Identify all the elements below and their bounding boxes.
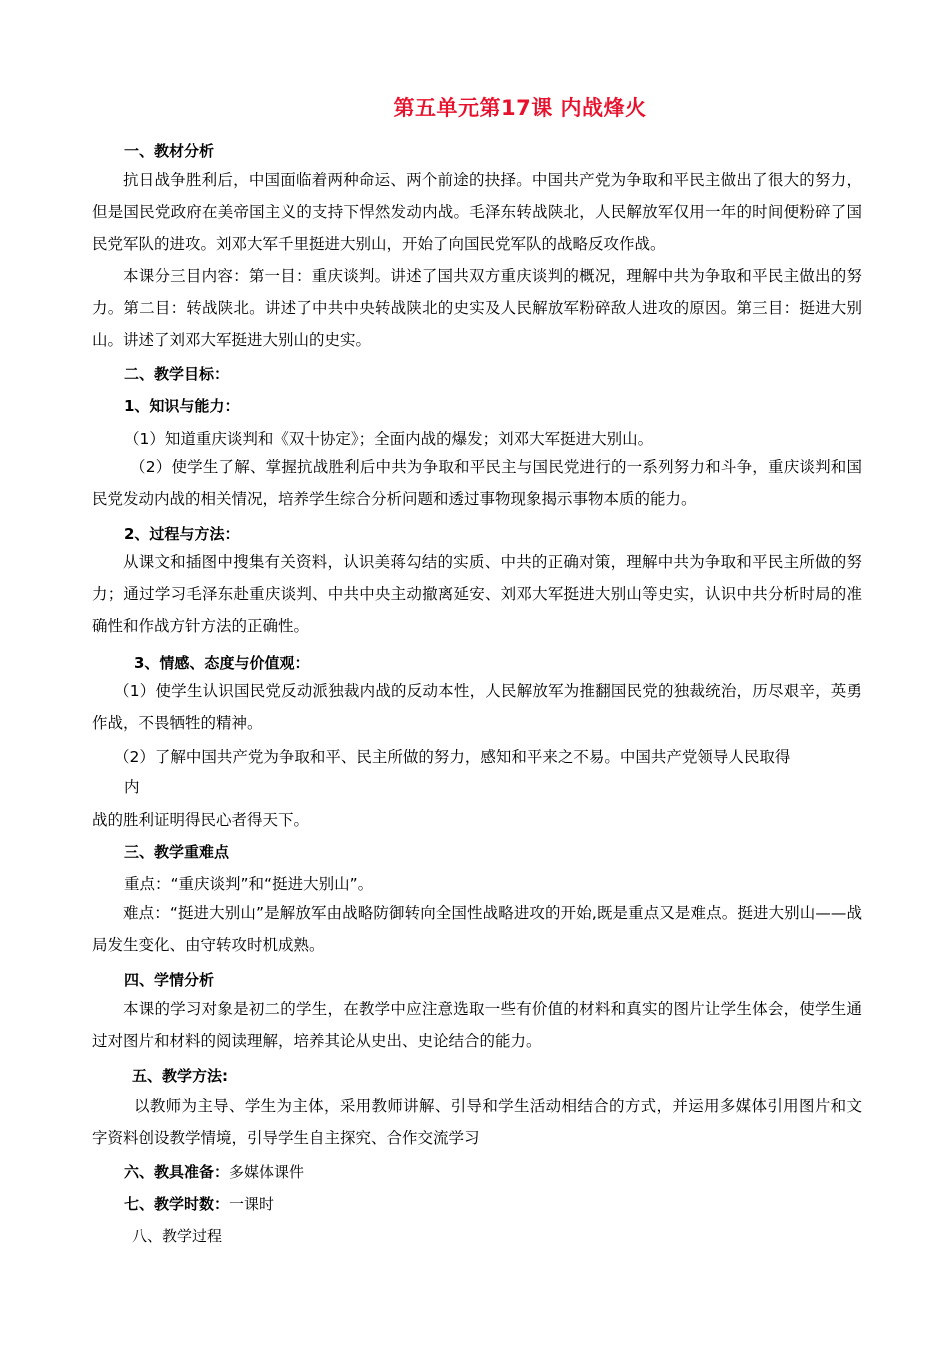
teaching-method-paragraph: 以教师为主导、学生为主体，采用教师讲解、引导和学生活动相结合的方式，并运用多媒体引用图片和文字资料创设教学情境，引导学生自主探究、合作交流学习 [92,1097,862,1147]
section-heading-teaching-process: 八、教学过程 [132,1227,223,1245]
subheading-emotion-values: 3、情感、态度与价值观： [134,654,310,672]
teaching-aids-value: 多媒体课件 [229,1163,305,1181]
teaching-aids-label: 六、教具准备： [124,1163,230,1181]
knowledge-item-1: （1）知道重庆谈判和《双十协定》；全面内战的爆发；刘邓大军挺进大别山。 [124,430,654,448]
emotion-item-2-line-1: （2）了解中国共产党为争取和平、民主所做的努力，感知和平来之不易。中国共产党领导人民取得 [114,748,791,766]
textbook-analysis-paragraph-1: 抗日战争胜利后，中国面临着两种命运、两个前途的抉择。中国共产党为争取和平民主做出了很大的努力，但是国民党政府在美帝国主义的支持下悍然发动内战。毛泽东转战陕北，人民解放军仅用一年的时间便粉碎了国民党军队的进攻。刘邓大军千里挺进大别山，开始了向国民党军队的战略反攻作战。 [92,171,862,253]
subheading-process-method: 2、过程与方法： [124,525,240,543]
knowledge-item-2: （2）使学生了解、掌握抗战胜利后中共为争取和平民主与国民党进行的一系列努力和斗争，重庆谈判和国民党发动内战的相关情况，培养学生综合分析问题和透过事物现象揭示事物本质的能力。 [92,458,862,508]
class-hours-label: 七、教学时数： [124,1195,230,1213]
key-point: 重点：“重庆谈判”和“挺进大别山”。 [124,875,374,893]
section-heading-teaching-goals: 二、教学目标： [124,365,230,383]
class-hours-value: 一课时 [229,1195,275,1213]
section-heading-key-points: 三、教学重难点 [124,843,230,861]
section-heading-class-hours [124,1193,274,1214]
textbook-analysis-paragraph-2: 本课分三目内容：第一目：重庆谈判。讲述了国共双方重庆谈判的概况，理解中共为争取和平民主做出的努力。第二目：转战陕北。讲述了中共中央转战陕北的史实及人民解放军粉碎敌人进攻的原因。第三目：挺进大别山。讲述了刘邓大军挺进大别山的史实。 [92,267,862,349]
lesson-title: 第五单元第17课 内战烽火 [393,96,647,120]
section-heading-textbook-analysis: 一、教材分析 [124,142,215,160]
emotion-item-1: （1）使学生认识国民党反动派独裁内战的反动本性，人民解放军为推翻国民党的独裁统治，历尽艰辛，英勇作战，不畏牺牲的精神。 [92,682,862,732]
emotion-item-2-line-2: 内 [124,778,140,796]
student-analysis-paragraph: 本课的学习对象是初二的学生，在教学中应注意选取一些有价值的材料和真实的图片让学生体会，使学生通过对图片和材料的阅读理解，培养其论从史出、史论结合的能力。 [92,1000,862,1050]
process-method-paragraph: 从课文和插图中搜集有关资料，认识美蒋勾结的实质、中共的正确对策，理解中共为争取和平民主所做的努力；通过学习毛泽东赴重庆谈判、中共中央主动撤离延安、刘邓大军挺进大别山等史实，认识中共分析时局的准确性和作战方针方法的正确性。 [92,553,862,635]
subheading-knowledge-ability: 1、知识与能力： [124,397,240,415]
section-heading-teaching-aids [124,1161,304,1182]
section-heading-student-analysis: 四、学情分析 [124,971,215,989]
section-heading-teaching-method: 五、教学方法: [132,1067,228,1085]
difficult-point: 难点：“挺进大别山”是解放军由战略防御转向全国性战略进攻的开始,既是重点又是难点。挺进大别山——战局发生变化、由守转攻时机成熟。 [92,904,862,954]
emotion-item-2-line-3: 战的胜利证明得民心者得天下。 [92,811,310,829]
